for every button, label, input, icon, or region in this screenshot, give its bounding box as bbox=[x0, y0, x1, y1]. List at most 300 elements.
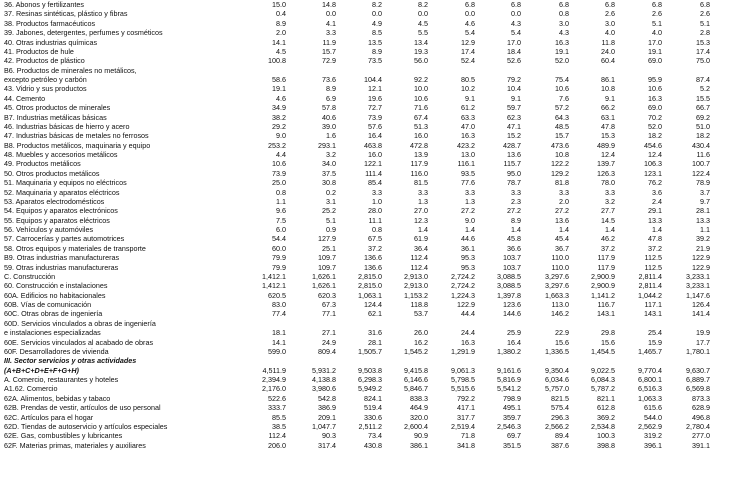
row-value: 13.9 bbox=[414, 150, 428, 159]
row-value: 44.6 bbox=[461, 234, 475, 244]
row-value: 2,811.4 bbox=[638, 281, 662, 291]
row-value: 30.8 bbox=[322, 178, 336, 188]
row-value: 2,600.4 bbox=[404, 421, 428, 431]
row-value: 6,298.3 bbox=[358, 375, 382, 384]
row-value: 5,757.0 bbox=[545, 384, 569, 394]
row-value: 46.2 bbox=[601, 234, 615, 244]
row-value: 122.9 bbox=[457, 300, 475, 309]
row-value: 4.1 bbox=[326, 18, 336, 28]
row-value: 1,063.1 bbox=[358, 290, 382, 300]
row-label: 52. Maquinaria y aparatos eléctricos bbox=[4, 187, 120, 197]
row-value: 36.6 bbox=[507, 243, 521, 253]
row-value: 52.6 bbox=[507, 56, 521, 66]
row-value: 3.3 bbox=[465, 187, 475, 197]
row-value: 519.4 bbox=[364, 403, 382, 413]
row-value: 13.6 bbox=[507, 150, 521, 159]
row-label: 48. Muebles y accesorios metálicos bbox=[4, 150, 118, 159]
row-value: 19.1 bbox=[555, 46, 569, 56]
row-value: 821.1 bbox=[597, 393, 615, 403]
row-value: 110.0 bbox=[551, 253, 569, 263]
row-value: 3.3 bbox=[559, 187, 569, 197]
row-value: 116.0 bbox=[410, 168, 428, 178]
row-value: 209.1 bbox=[318, 412, 336, 422]
row-value: 6.8 bbox=[511, 0, 521, 9]
row-value: 66.2 bbox=[601, 103, 615, 113]
row-value: 73.4 bbox=[368, 431, 382, 441]
row-value: 7.6 bbox=[559, 93, 569, 103]
row-value: 16.3 bbox=[648, 93, 662, 103]
row-label: C. Construcción bbox=[4, 271, 56, 281]
row-value: 398.8 bbox=[597, 440, 615, 450]
table-row bbox=[0, 56, 735, 65]
row-label: B8. Productos metálicos, maquinaria y equipo bbox=[4, 140, 151, 150]
row-value: 293.1 bbox=[318, 140, 336, 150]
row-value: 10.0 bbox=[414, 84, 428, 94]
row-value: 27.2 bbox=[507, 206, 521, 216]
row-value: 2,724.2 bbox=[451, 281, 475, 291]
row-value: 100.8 bbox=[268, 56, 286, 66]
row-value: 333.7 bbox=[268, 403, 286, 413]
row-value: 77.4 bbox=[272, 309, 286, 319]
row-value: 54.4 bbox=[272, 234, 286, 244]
row-value: 0.0 bbox=[511, 9, 521, 19]
row-label: 37. Resinas sintéticas, plástico y fibras bbox=[4, 9, 128, 19]
row-value: 27.1 bbox=[322, 328, 336, 338]
row-value: 19.3 bbox=[414, 46, 428, 56]
row-value: 81.8 bbox=[555, 178, 569, 188]
table-row bbox=[0, 328, 735, 337]
row-value: 56.0 bbox=[414, 56, 428, 66]
row-value: 1.3 bbox=[418, 196, 428, 206]
row-value: 17.0 bbox=[648, 37, 662, 47]
row-value: 81.5 bbox=[414, 178, 428, 188]
row-value: 0.9 bbox=[326, 225, 336, 234]
row-value: 122.1 bbox=[364, 159, 382, 169]
row-value: 1,412.1 bbox=[262, 271, 286, 281]
row-value: 48.5 bbox=[555, 121, 569, 131]
row-value: 73.9 bbox=[272, 168, 286, 178]
row-value: 45.4 bbox=[555, 234, 569, 244]
table-row bbox=[0, 319, 735, 328]
row-value: 13.3 bbox=[648, 215, 662, 225]
row-value: 16.4 bbox=[368, 131, 382, 141]
row-value: 14.8 bbox=[322, 0, 336, 9]
row-value: 9.0 bbox=[276, 131, 286, 141]
row-label: 62B. Prendas de vestir, artículos de uso personal bbox=[4, 403, 161, 413]
row-value: 143.1 bbox=[597, 309, 615, 319]
row-value: 39.2 bbox=[696, 234, 710, 244]
table-row bbox=[0, 197, 735, 206]
row-value: 391.1 bbox=[692, 440, 710, 450]
row-value: 85.4 bbox=[368, 178, 382, 188]
row-value: 123.1 bbox=[644, 168, 662, 178]
row-value: 58.6 bbox=[272, 75, 286, 84]
row-value: 21.9 bbox=[696, 243, 710, 253]
row-label: 47. Industrias básicas de metales no ferrosos bbox=[4, 131, 149, 141]
row-value: 873.3 bbox=[692, 393, 710, 403]
row-value: 18.4 bbox=[507, 46, 521, 56]
row-value: 3,980.6 bbox=[312, 384, 336, 394]
row-value: 522.6 bbox=[268, 393, 286, 403]
row-value: 3,297.6 bbox=[545, 271, 569, 281]
row-value: 39.0 bbox=[322, 121, 336, 131]
row-value: 838.3 bbox=[410, 393, 428, 403]
table-row bbox=[0, 441, 735, 450]
row-value: 6,084.3 bbox=[591, 375, 615, 384]
row-label: 58. Otros equipos y materiales de transporte bbox=[4, 243, 146, 253]
row-value: 6,034.6 bbox=[545, 375, 569, 384]
row-value: 12.1 bbox=[368, 84, 382, 94]
row-value: 6.8 bbox=[465, 0, 475, 9]
row-value: 1.0 bbox=[372, 196, 382, 206]
row-value: 599.0 bbox=[268, 346, 286, 356]
row-value: 47.8 bbox=[601, 121, 615, 131]
row-value: 824.1 bbox=[364, 393, 382, 403]
row-value: 19.6 bbox=[368, 93, 382, 103]
row-value: 423.2 bbox=[457, 140, 475, 150]
row-value: 2.0 bbox=[559, 196, 569, 206]
row-value: 25.1 bbox=[322, 243, 336, 253]
row-value: 104.4 bbox=[364, 75, 382, 84]
row-value: 3.3 bbox=[326, 28, 336, 38]
row-value: 12.4 bbox=[648, 150, 662, 159]
row-value: 9.1 bbox=[605, 93, 615, 103]
row-value: 5.2 bbox=[700, 84, 710, 94]
row-value: 6,889.7 bbox=[686, 375, 710, 384]
row-value: 1,412.1 bbox=[262, 281, 286, 291]
row-value: 95.3 bbox=[461, 262, 475, 272]
row-value: 1,380.2 bbox=[497, 346, 521, 356]
row-value: 1.1 bbox=[700, 225, 710, 234]
row-value: 47.8 bbox=[648, 234, 662, 244]
row-value: 3.0 bbox=[605, 18, 615, 28]
row-value: 117.9 bbox=[410, 159, 428, 169]
row-value: 1.3 bbox=[465, 196, 475, 206]
row-value: 95.3 bbox=[461, 253, 475, 263]
row-value: 52.0 bbox=[555, 56, 569, 66]
row-value: 5,787.2 bbox=[591, 384, 615, 394]
row-value: 2,566.2 bbox=[545, 421, 569, 431]
row-value: 620.5 bbox=[268, 290, 286, 300]
row-value: 126.3 bbox=[597, 168, 615, 178]
table-row bbox=[0, 206, 735, 215]
row-value: 620.3 bbox=[318, 290, 336, 300]
row-label: 39. Jabones, detergentes, perfumes y cosméticos bbox=[4, 28, 163, 38]
row-value: 330.6 bbox=[364, 412, 382, 422]
row-value: 5,949.2 bbox=[358, 384, 382, 394]
row-value: 4.0 bbox=[652, 28, 662, 38]
row-value: 2.8 bbox=[700, 28, 710, 38]
row-value: 13.4 bbox=[414, 37, 428, 47]
row-value: 317.4 bbox=[318, 440, 336, 450]
table-row bbox=[0, 94, 735, 103]
row-value: 76.2 bbox=[648, 178, 662, 188]
row-value: 1,224.3 bbox=[451, 290, 475, 300]
row-value: 18.2 bbox=[648, 131, 662, 141]
row-value: 113.0 bbox=[551, 300, 569, 309]
table-row bbox=[0, 178, 735, 187]
row-value: 3.3 bbox=[418, 187, 428, 197]
table-row bbox=[0, 347, 735, 356]
row-value: 464.9 bbox=[410, 403, 428, 413]
row-value: 63.3 bbox=[461, 112, 475, 122]
row-value: 51.0 bbox=[696, 121, 710, 131]
row-value: 19.1 bbox=[272, 84, 286, 94]
row-label: 62A. Alimentos, bebidas y tabaco bbox=[4, 393, 111, 403]
table-row bbox=[0, 159, 735, 168]
row-value: 109.7 bbox=[318, 253, 336, 263]
row-value: 8.9 bbox=[276, 18, 286, 28]
row-value: 63.1 bbox=[601, 112, 615, 122]
row-value: 14.1 bbox=[272, 337, 286, 347]
row-value: 78.7 bbox=[507, 178, 521, 188]
row-value: 15.5 bbox=[696, 93, 710, 103]
row-value: 5.1 bbox=[326, 215, 336, 225]
row-value: 1,153.2 bbox=[404, 290, 428, 300]
row-value: 5,798.5 bbox=[451, 375, 475, 384]
row-value: 206.0 bbox=[268, 440, 286, 450]
row-value: 26.0 bbox=[414, 328, 428, 338]
row-value: 53.7 bbox=[414, 309, 428, 319]
table-row bbox=[0, 216, 735, 225]
row-label: 40. Otras industrias químicas bbox=[4, 37, 98, 47]
table-row bbox=[0, 422, 735, 431]
row-value: 15.9 bbox=[648, 337, 662, 347]
row-value: 1,044.2 bbox=[638, 290, 662, 300]
row-value: 16.0 bbox=[368, 150, 382, 159]
row-value: 118.8 bbox=[410, 300, 428, 309]
row-value: 544.0 bbox=[644, 412, 662, 422]
row-value: 9,630.7 bbox=[686, 365, 710, 375]
row-value: 16.0 bbox=[414, 131, 428, 141]
table-row bbox=[0, 188, 735, 197]
row-value: 79.9 bbox=[272, 253, 286, 263]
row-value: 61.2 bbox=[461, 103, 475, 113]
row-value: 67.3 bbox=[322, 300, 336, 309]
row-value: 2,913.0 bbox=[404, 271, 428, 281]
row-value: 1,545.2 bbox=[404, 346, 428, 356]
table-row bbox=[0, 169, 735, 178]
row-value: 36.4 bbox=[414, 243, 428, 253]
row-value: 100.7 bbox=[692, 159, 710, 169]
row-value: 2.3 bbox=[511, 196, 521, 206]
row-value: 2,534.8 bbox=[591, 421, 615, 431]
row-value: 24.4 bbox=[461, 328, 475, 338]
row-value: 0.0 bbox=[418, 9, 428, 19]
row-value: 0.2 bbox=[326, 187, 336, 197]
row-value: 2,176.0 bbox=[262, 384, 286, 394]
row-value: 9,770.4 bbox=[638, 365, 662, 375]
row-value: 4.0 bbox=[605, 28, 615, 38]
row-value: 4,138.8 bbox=[312, 375, 336, 384]
row-value: 11.9 bbox=[322, 37, 336, 47]
row-value: 1.4 bbox=[465, 225, 475, 234]
row-value: 428.7 bbox=[503, 140, 521, 150]
row-value: 253.2 bbox=[268, 140, 286, 150]
row-value: 90.3 bbox=[322, 431, 336, 441]
table-row bbox=[0, 300, 735, 309]
row-value: 69.0 bbox=[648, 56, 662, 66]
row-value: 29.2 bbox=[272, 121, 286, 131]
row-value: 122.2 bbox=[551, 159, 569, 169]
row-value: 1,336.5 bbox=[545, 346, 569, 356]
row-value: 29.8 bbox=[601, 328, 615, 338]
table-row bbox=[0, 309, 735, 318]
row-value: 454.6 bbox=[644, 140, 662, 150]
row-value: 16.2 bbox=[414, 337, 428, 347]
row-label: 41. Productos de hule bbox=[4, 46, 74, 56]
row-value: 821.5 bbox=[551, 393, 569, 403]
row-value: 37.2 bbox=[601, 243, 615, 253]
row-value: 122.4 bbox=[692, 168, 710, 178]
row-value: 1.4 bbox=[605, 225, 615, 234]
row-value: 542.8 bbox=[318, 393, 336, 403]
row-label: A1.62. Comercio bbox=[4, 384, 58, 394]
row-value: 277.0 bbox=[692, 431, 710, 441]
row-value: 71.8 bbox=[461, 431, 475, 441]
row-value: 129.2 bbox=[551, 168, 569, 178]
row-value: 6,569.8 bbox=[686, 384, 710, 394]
row-value: 103.7 bbox=[503, 253, 521, 263]
row-value: 143.1 bbox=[644, 309, 662, 319]
row-value: 386.1 bbox=[410, 440, 428, 450]
row-value: 10.4 bbox=[507, 84, 521, 94]
row-value: 10.6 bbox=[555, 84, 569, 94]
row-value: 13.3 bbox=[696, 215, 710, 225]
row-label: (A+B+C+D+E+F+G+H) bbox=[4, 365, 79, 375]
row-value: 79.2 bbox=[507, 75, 521, 84]
row-label: 38. Productos farmacéuticos bbox=[4, 18, 96, 28]
row-label: 36. Abonos y fertilizantes bbox=[4, 0, 84, 9]
row-value: 51.3 bbox=[414, 121, 428, 131]
row-value: 495.1 bbox=[503, 403, 521, 413]
row-value: 12.9 bbox=[461, 37, 475, 47]
row-value: 28.1 bbox=[696, 206, 710, 216]
table-row bbox=[0, 9, 735, 18]
row-value: 62.3 bbox=[507, 112, 521, 122]
row-value: 89.4 bbox=[555, 431, 569, 441]
row-value: 24.0 bbox=[601, 46, 615, 56]
row-value: 3.2 bbox=[605, 196, 615, 206]
row-value: 3,088.5 bbox=[497, 281, 521, 291]
row-value: 9.6 bbox=[276, 206, 286, 216]
table-row bbox=[0, 375, 735, 384]
row-label: 57. Carrocerías y partes automotrices bbox=[4, 234, 125, 244]
row-value: 85.5 bbox=[272, 412, 286, 422]
row-value: 15.2 bbox=[507, 131, 521, 141]
row-value: 1.4 bbox=[418, 225, 428, 234]
table-row bbox=[0, 291, 735, 300]
row-value: 25.2 bbox=[322, 206, 336, 216]
row-value: 430.4 bbox=[692, 140, 710, 150]
table-row bbox=[0, 356, 735, 365]
row-label: 62D. Tiendas de autoservicio y artículos especiales bbox=[4, 421, 168, 431]
row-value: 86.1 bbox=[601, 75, 615, 84]
row-value: 2,724.2 bbox=[451, 271, 475, 281]
row-value: 29.1 bbox=[648, 206, 662, 216]
row-value: 22.9 bbox=[555, 328, 569, 338]
row-value: 40.6 bbox=[322, 112, 336, 122]
row-value: 123.6 bbox=[503, 300, 521, 309]
row-value: 69.0 bbox=[648, 103, 662, 113]
row-value: 80.5 bbox=[461, 75, 475, 84]
row-value: 87.4 bbox=[696, 75, 710, 84]
row-value: 8.5 bbox=[372, 28, 382, 38]
row-value: 27.2 bbox=[555, 206, 569, 216]
row-value: 31.6 bbox=[368, 328, 382, 338]
row-value: 2.4 bbox=[652, 196, 662, 206]
table-row bbox=[0, 0, 735, 9]
row-value: 6.8 bbox=[652, 0, 662, 9]
row-value: 15.6 bbox=[601, 337, 615, 347]
row-value: 8.9 bbox=[511, 215, 521, 225]
row-value: 317.7 bbox=[457, 412, 475, 422]
row-value: 0.4 bbox=[276, 9, 286, 19]
row-label: B6. Productos de minerales no metálicos, bbox=[4, 65, 137, 75]
row-label: 60C. Otras obras de ingeniería bbox=[4, 309, 103, 319]
row-value: 34.9 bbox=[272, 103, 286, 113]
row-value: 19.1 bbox=[648, 46, 662, 56]
row-label: 55. Equipos y aparatos eléctricos bbox=[4, 215, 110, 225]
row-label: 49. Productos metálicos bbox=[4, 159, 81, 169]
row-value: 38.2 bbox=[272, 112, 286, 122]
row-value: 8.2 bbox=[418, 0, 428, 9]
row-value: 115.7 bbox=[503, 159, 521, 169]
row-value: 612.8 bbox=[597, 403, 615, 413]
row-value: 136.6 bbox=[364, 253, 382, 263]
row-value: 9,061.3 bbox=[451, 365, 475, 375]
row-value: 1,291.9 bbox=[451, 346, 475, 356]
row-value: 417.1 bbox=[457, 403, 475, 413]
row-value: 575.4 bbox=[551, 403, 569, 413]
row-value: 27.7 bbox=[601, 206, 615, 216]
row-value: 6.8 bbox=[700, 0, 710, 9]
row-value: 2,815.0 bbox=[358, 271, 382, 281]
row-value: 17.7 bbox=[696, 337, 710, 347]
row-value: 17.4 bbox=[696, 46, 710, 56]
row-value: 136.6 bbox=[364, 262, 382, 272]
row-value: 0.0 bbox=[465, 9, 475, 19]
row-value: 6,800.1 bbox=[638, 375, 662, 384]
row-value: 45.8 bbox=[507, 234, 521, 244]
row-value: 18.2 bbox=[696, 131, 710, 141]
row-value: 2,546.3 bbox=[497, 421, 521, 431]
row-value: 10.6 bbox=[414, 93, 428, 103]
row-value: 0.8 bbox=[372, 225, 382, 234]
row-value: 7.5 bbox=[276, 215, 286, 225]
row-value: 296.3 bbox=[551, 412, 569, 422]
row-value: 2,913.0 bbox=[404, 281, 428, 291]
row-value: 11.8 bbox=[601, 37, 615, 47]
row-value: 117.9 bbox=[597, 253, 615, 263]
row-label: e instalaciones especializadas bbox=[4, 328, 101, 338]
row-value: 34.0 bbox=[322, 159, 336, 169]
row-value: 15.6 bbox=[555, 337, 569, 347]
row-value: 126.4 bbox=[692, 300, 710, 309]
row-label: 46. Industrias básicas de hierro y acero bbox=[4, 121, 130, 131]
row-label: III. Sector servicios y otras actividades bbox=[4, 356, 137, 366]
row-value: 615.6 bbox=[644, 403, 662, 413]
row-value: 117.1 bbox=[644, 300, 662, 309]
row-value: 112.4 bbox=[268, 431, 286, 441]
row-value: 116.7 bbox=[597, 300, 615, 309]
row-value: 5.4 bbox=[511, 28, 521, 38]
row-value: 28.0 bbox=[368, 206, 382, 216]
table-row bbox=[0, 131, 735, 140]
table-row bbox=[0, 38, 735, 47]
row-value: 8.2 bbox=[372, 0, 382, 9]
row-value: 16.3 bbox=[555, 37, 569, 47]
